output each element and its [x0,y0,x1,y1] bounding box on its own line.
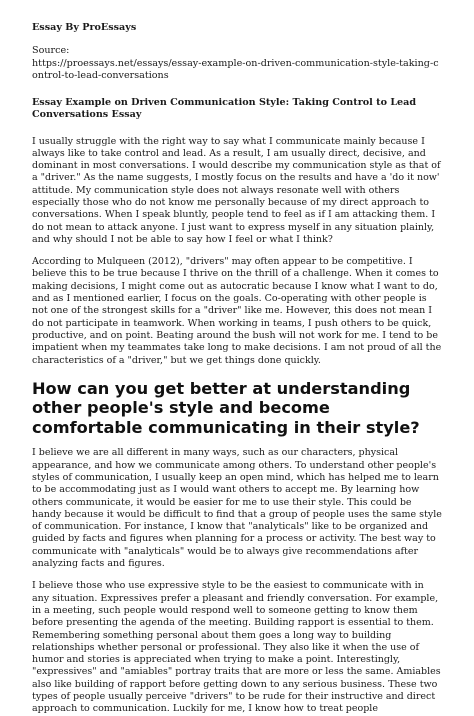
paragraph-3: I believe we are all different in many ways, such as our characters, physical appearance, and how we communicate among others. To understand other people's styles of communication, I usually keep an open mind, which has helped me to learn to be accommodating just as I would want others to accept me. By learning how others communicate, it would be easier for me to use their style. This could be handy because it would be difficult to find that a group of people uses the same style of communication. For instance, I know that "analyticals" like to be organized and guided by facts and figures when planning for a process or activity. The best way to communicate with "analyticals" would be to always give recommendations after analyzing facts and figures. [32,447,442,570]
document-title: Essay Example on Driven Communication Style: Taking Control to Lead Conversations Essay [32,96,417,120]
paragraph-1: I usually struggle with the right way to say what I communicate mainly because I always like to take control and lead. As a result, I am usually direct, decisive, and dominant in most conversations. I would describe my communication style as that of a "driver." As the name suggests, I mostly focus on the results and have a 'do it now' attitude. My communication style does not always resonate well with others especially those who do not know me personally because of my direct approach to conversations. When I speak bluntly, people tend to feel as if I am attacking them. I do not mean to attack anyone. I just want to express myself in any situation plainly, and why should I not be able to say how I feel or what I think? [32,135,441,245]
source-url[interactable]: https://proessays.net/essays/essay-example-on-driven-communication-style-taking-control-to-lead-conversations [32,57,439,81]
section-heading: How can you get better at understanding other people's style and become comfortable communicating in their style? [32,378,420,437]
source-label: Source: [32,45,70,56]
paragraph-4: I believe those who use expressive style to be the easiest to communicate with in any situation. Expressives prefer a pleasant and friendly conversation. For example, in a meeting, such people would respond well to someone getting to know them before presenting the agenda of the meeting. Building rapport is essential to them. Remembering something personal about them goes a long way to building relationships whether personal or professional. They also like it when the use of humor and stories is appreciated when trying to make a point. Interestingly, "expressives" and "amiables" portray traits that are more or less the same. Amiables also like building of rapport before getting down to any serious business. These two types of people usually perceive "drivers" to be rude for their instructive and direct approach to communication. Luckily for me, I know how to treat people [32,580,441,715]
brand-header: Essay By ProEssays [32,22,137,33]
paragraph-2: According to Mulqueen (2012), "drivers" may often appear to be competitive. I believe this to be true because I thrive on the thrill of a challenge. When it comes to making decisions, I might come out as autocratic because I know what I want to do, and as I mentioned earlier, I focus on the goals. Co-operating with other people is not one of the strongest skills for a "driver" like me. However, this does not mean I do not participate in teamwork. When working in teams, I push others to be quick, productive, and on point. Beating around the bush will not work for me. I tend to be impatient when my teammates take long to make decisions. I am not proud of all the characteristics of a "driver," but we get things done quickly. [32,256,442,366]
